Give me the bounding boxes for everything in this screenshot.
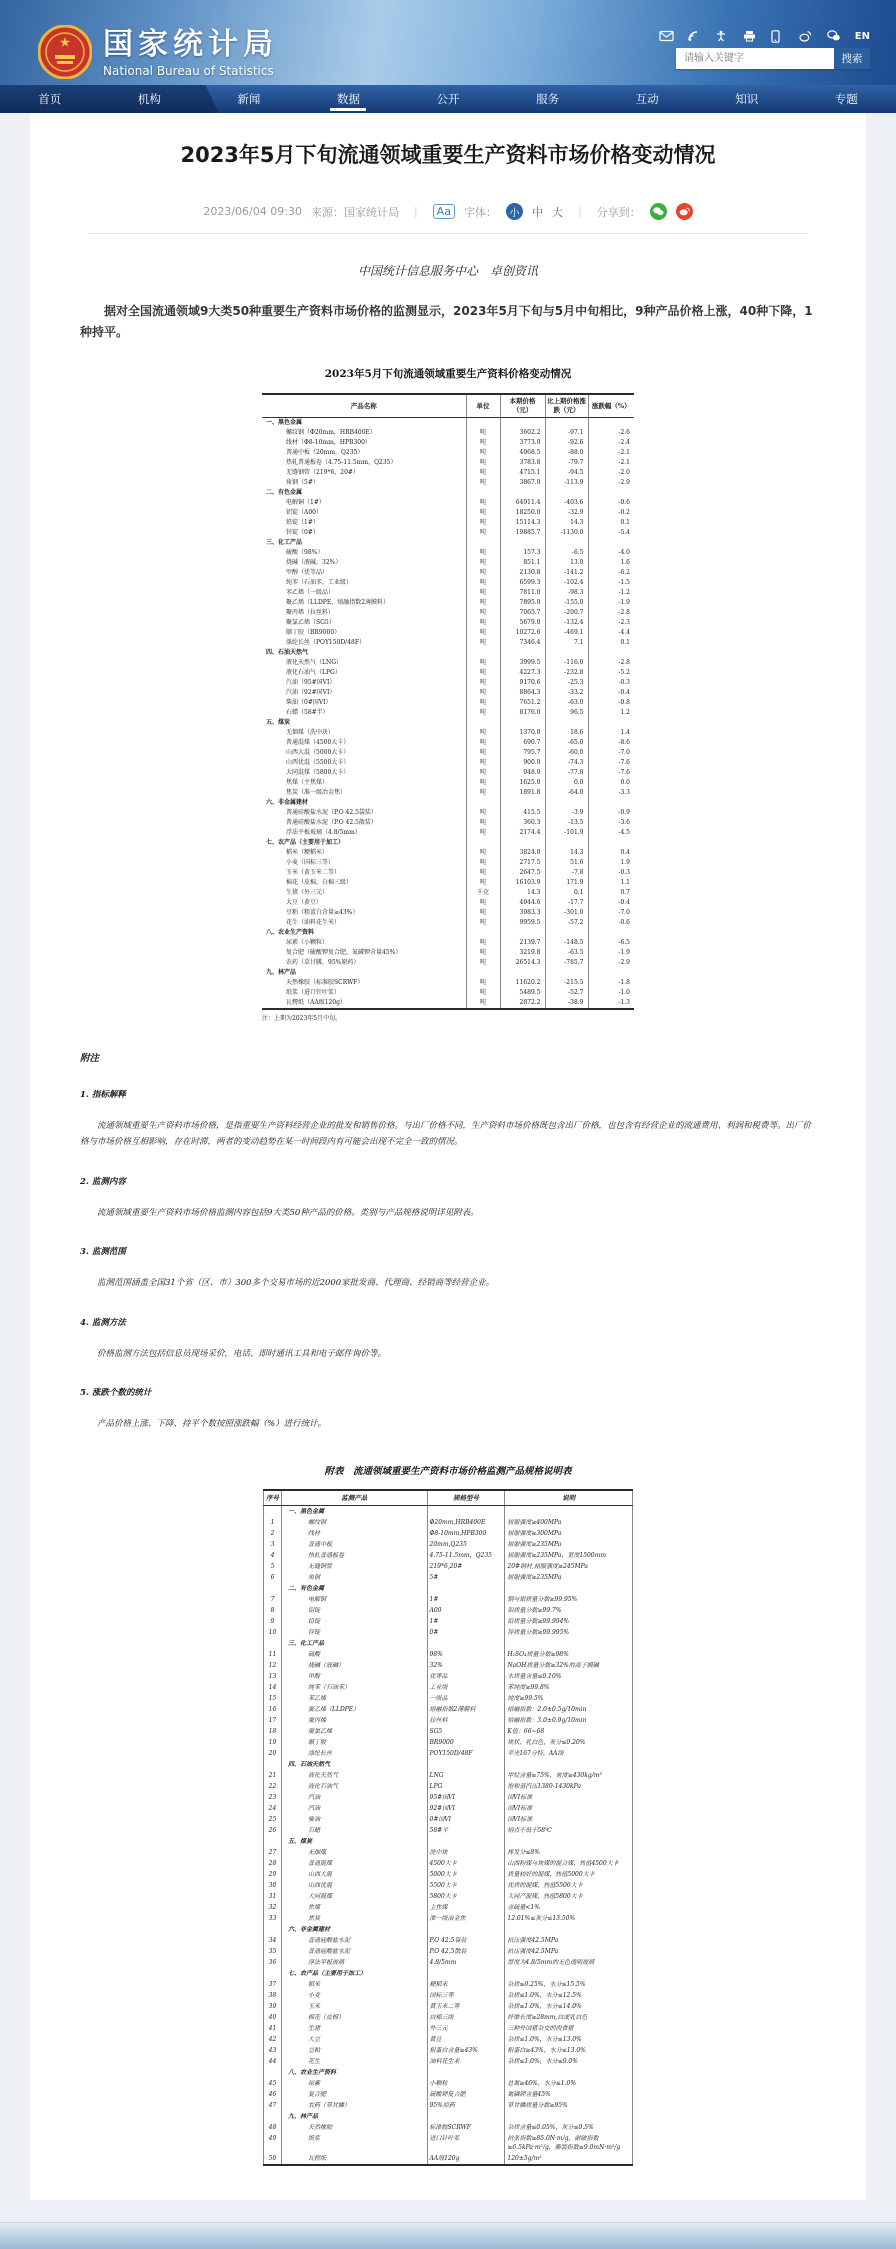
category-row: 一、黑色金属 [264, 1506, 633, 1518]
site-brand [38, 25, 278, 83]
spec-row: 9 铅锭 1# 铅质量分数≥99.994% [264, 1616, 633, 1627]
price-table-note: 注：上期为2023年5月中旬。 [262, 1013, 634, 1022]
note-body-1: 流通领域重要生产资料市场价格，是指重要生产资料经营企业的批发和销售价格。与出厂价格不同，生产资料市场价格既包含出厂价格，也包含有经营企业的流通费用、利润和税费等。出厂价格与市场价格互相影响，存在时滞，两者的变动趋势在某一时间段内有可能会出现不完全一致的情况。 [80, 1118, 816, 1151]
product-row: 尿素（小颗粒） 吨 2139.7 -148.5 -6.5 [262, 938, 634, 948]
header-row [262, 394, 634, 417]
nav-item-7[interactable]: 知识 [697, 85, 797, 113]
main-nav [0, 85, 896, 113]
spec-row: 48 天然橡胶 标准胶SCRWF 杂质含量≤0.05%，灰分≤0.5% [264, 2122, 633, 2133]
article-meta [80, 203, 816, 220]
spec-row: 24 汽油 92#国VI 国VI标准 [264, 1803, 633, 1814]
meta-divider: | [578, 205, 582, 218]
column-header: 涨跌幅（%） [588, 394, 634, 417]
category-row: 六、非金属建材 [262, 798, 634, 808]
note-title-4: 4. 监测方法 [80, 1316, 816, 1328]
product-row: 花生（油料花生米） 吨 9959.5 -57.2 -0.6 [262, 918, 634, 928]
spec-table-header [264, 1490, 633, 1506]
notes-section [80, 1050, 816, 1433]
spec-row: 23 汽油 95#国VI 国VI标准 [264, 1792, 633, 1803]
column-header: 本期价格（元） [500, 394, 545, 417]
spec-row: 30 山西优混 5500大卡 优质的混煤，热值5500大卡 [264, 1880, 633, 1891]
note-title-2: 2. 监测内容 [80, 1175, 816, 1187]
product-row: 电解铜（1#） 吨 64911.4 -403.6 -0.6 [262, 498, 634, 508]
font-size-label: 字体： [464, 204, 497, 220]
site-header [0, 0, 896, 85]
spec-row: 22 液化石油气 LPG 饱和蒸汽压1380-1430kPa [264, 1781, 633, 1792]
product-row: 汽油（92#国VI） 吨 8864.3 -33.2 -0.4 [262, 688, 634, 698]
notes-items [80, 1088, 816, 1433]
price-table-body [262, 417, 634, 1009]
publish-date: 2023/06/04 09:30 [203, 205, 302, 218]
meta-divider: | [414, 205, 418, 218]
product-row: 涤纶长丝（POY150D/48F） 吨 7346.4 7.1 0.1 [262, 638, 634, 648]
category-row: 九、林产品 [262, 968, 634, 978]
product-row: 复合肥（硫酸钾复合肥，氮磷钾含量45%） 吨 3219.8 -63.5 -1.9 [262, 948, 634, 958]
spec-row: 13 甲醇 优等品 水质量含量≤0.10% [264, 1671, 633, 1682]
spec-row: 18 聚氯乙烯 SG5 K值：66~68 [264, 1726, 633, 1737]
spec-row: 29 山西大混 5000大卡 质量较好的混煤，热值5000大卡 [264, 1869, 633, 1880]
spec-row: 10 锌锭 0# 锌质量分数≥99.995% [264, 1627, 633, 1638]
note-body-2: 流通领域重要生产资料市场价格监测内容包括9大类50种产品的价格。类别与产品规格说明详见附表。 [80, 1205, 816, 1222]
note-title-5: 5. 涨跌个数的统计 [80, 1386, 816, 1398]
category-row: 六、非金属建材 [264, 1924, 633, 1935]
spec-row: 11 硫酸 98% H₂SO₄质量分数≥98% [264, 1649, 633, 1660]
spec-row: 3 普通中板 20mm,Q235 屈服强度≥235MPa [264, 1539, 633, 1550]
font-small-button[interactable]: 小 [506, 203, 523, 220]
spec-row: 35 普通硅酸盐水泥 P.O 42.5散装 抗压强度42.5MPa [264, 1946, 633, 1957]
mail-icon[interactable] [659, 30, 674, 43]
spec-row: 28 普通混煤 4500大卡 山西粉煤与块煤的混合煤，热值4500大卡 [264, 1858, 633, 1869]
spec-row: 8 铝锭 A00 铝质量分数≥99.7% [264, 1605, 633, 1616]
product-row: 山西优混（5500大卡） 吨 900.0 -74.3 -7.6 [262, 758, 634, 768]
intro-paragraph: 据对全国流通领域9大类50种重要生产资料市场价格的监测显示，2023年5月下旬与5月中旬相比，9种产品价格上涨，40种下降，1种持平。 [80, 301, 816, 342]
spec-row: 1 螺纹钢 Φ20mm,HRB400E 屈服强度≥400MPa [264, 1517, 633, 1528]
language-toggle[interactable]: EN [855, 31, 870, 42]
product-row: 锌锭（0#） 吨 19885.7 -1130.0 -5.4 [262, 528, 634, 538]
spec-row: 32 焦煤 主焦煤 含硫量<1% [264, 1902, 633, 1913]
spec-row: 37 稻米 粳稻米 杂质≤0.25%，水分≤15.5% [264, 1979, 633, 1990]
product-row: 无缝钢管（219*6，20#） 吨 4715.1 -94.5 -2.0 [262, 468, 634, 478]
product-row: 普通硅酸盐水泥（P.O 42.5袋装） 吨 415.5 -3.9 -0.9 [262, 808, 634, 818]
font-medium-button[interactable]: 中 [532, 204, 543, 220]
spec-row: 15 苯乙烯 一级品 纯度≥99.5% [264, 1693, 633, 1704]
spec-row: 43 豆粕 粗蛋白含量≥43% 粗蛋白≥43%，水分≤13.0% [264, 2045, 633, 2056]
product-row: 硫酸（98%） 吨 157.3 -6.5 -4.0 [262, 548, 634, 558]
product-row: 烧碱（液碱，32%） 吨 851.1 13.0 1.6 [262, 558, 634, 568]
product-row: 苯乙烯（一级品） 吨 7811.0 -98.3 -1.2 [262, 588, 634, 598]
note-body-5: 产品价格上涨、下降、持平个数按照涨跌幅（%）进行统计。 [80, 1416, 816, 1433]
site-title: 国家统计局 [103, 30, 278, 60]
spec-row: 19 顺丁胶 BR9000 块状，乳白色，灰分≤0.20% [264, 1737, 633, 1748]
national-emblem-icon [38, 25, 92, 83]
byline: 中国统计信息服务中心 卓创资讯 [80, 262, 816, 279]
spec-row: 5 无缝钢管 219*6,20# 20#钢材,屈服强度≥245MPa [264, 1561, 633, 1572]
spec-row: 38 小麦 国标三等 杂质≤1.0%，水分≤12.5% [264, 1990, 633, 2001]
spec-row: 4 热轧普通板卷 4.75-11.5mm，Q235 屈服强度≥235MPa，宽度1500mm [264, 1550, 633, 1561]
site-subtitle: National Bureau of Statistics [103, 64, 278, 78]
category-row: 七、农产品（主要用于加工） [262, 838, 634, 848]
spec-row: 21 液化天然气 LNG 甲烷含量≥75%，密度≥430kg/m³ [264, 1770, 633, 1781]
spec-row: 36 浮法平板玻璃 4.8/5mm 厚度为4.8/5mm的无色透明玻璃 [264, 1957, 633, 1968]
nav-item-8[interactable]: 专题 [797, 85, 896, 113]
spec-row: 49 纸浆 进口针叶浆 抗张指数≥85.0N·m/g，耐破指数≥6.5kPa·m²/g，撕裂指数≥9.0mN·m²/g [264, 2133, 633, 2153]
spec-row: 7 电解铜 1# 铜与银质量分数≥99.95% [264, 1594, 633, 1605]
category-row: 八、农业生产资料 [264, 2067, 633, 2078]
spec-row: 39 玉米 黄玉米二等 杂质≤1.0%，水分≤14.0% [264, 2001, 633, 2012]
product-row: 聚丙烯（拉丝料） 吨 7065.7 -200.7 -2.8 [262, 608, 634, 618]
category-row: 九、林产品 [264, 2111, 633, 2122]
product-row: 焦煤（主焦煤） 吨 1625.0 0.0 0.0 [262, 778, 634, 788]
print-icon[interactable] [743, 30, 758, 43]
article-source: 来源：国家统计局 [311, 204, 399, 220]
column-header: 比上期价格涨跌（元） [545, 394, 588, 417]
category-row: 五、煤炭 [262, 718, 634, 728]
font-widget-button[interactable]: Aa [433, 204, 455, 219]
spec-row: 14 纯苯（石油苯） 工业级 苯纯度≥99.8% [264, 1682, 633, 1693]
product-row: 玉米（黄玉米二等） 吨 2647.5 -7.8 -0.3 [262, 868, 634, 878]
product-row: 瓦楞纸（AA级120g） 吨 2872.2 -38.9 -1.3 [262, 998, 634, 1009]
spec-row: 44 花生 油料花生米 杂质≤1.0%，水分≤9.0% [264, 2056, 633, 2067]
product-row: 焦炭（准一级冶金焦） 吨 1891.8 -64.0 -3.3 [262, 788, 634, 798]
product-row: 顺丁胶（BR9000） 吨 10272.6 -469.1 -4.4 [262, 628, 634, 638]
page-footer [0, 2222, 896, 2249]
spec-row: 27 无烟煤 洗中块 挥发分≤8% [264, 1847, 633, 1858]
product-row: 普通中板（20mm，Q235） 吨 4068.5 -88.0 -2.1 [262, 448, 634, 458]
column-header: 监测产品 [281, 1490, 427, 1506]
price-table [262, 393, 634, 1010]
product-row: 线材（Φ8-10mm，HPB300） 吨 3773.0 -92.6 -2.4 [262, 438, 634, 448]
spec-row: 47 农药（草甘膦） 95%原药 草甘膦质量分数≥95% [264, 2100, 633, 2111]
product-row: 甲醇（优等品） 吨 2130.8 -141.2 -6.2 [262, 568, 634, 578]
nav-item-6[interactable]: 互动 [597, 85, 697, 113]
font-large-button[interactable]: 大 [552, 204, 563, 220]
note-title-1: 1. 指标解释 [80, 1088, 816, 1100]
category-row: 四、石油天然气 [264, 1759, 633, 1770]
header-toolbar [659, 30, 870, 43]
category-row: 五、煤炭 [264, 1836, 633, 1847]
product-row: 大同混煤（5800大卡） 吨 948.9 -77.8 -7.6 [262, 768, 634, 778]
note-body-4: 价格监测方法包括信息员现场采价，电话、即时通讯工具和电子邮件询价等。 [80, 1346, 816, 1363]
product-row: 石蜡（58#半） 吨 8176.0 96.5 1.2 [262, 708, 634, 718]
spec-row: 33 焦炭 准一级冶金焦 12.01%≤灰分≤13.50% [264, 1913, 633, 1924]
category-row: 二、有色金属 [262, 488, 634, 498]
spec-row: 41 生猪 外三元 三种外国猪杂交的肉食猪 [264, 2023, 633, 2034]
column-header: 说明 [505, 1490, 633, 1506]
product-row: 热轧普通板卷（4.75-11.5mm，Q235） 吨 3783.8 -79.7 -2.1 [262, 458, 634, 468]
product-row: 普通硅酸盐水泥（P.O 42.5散装） 吨 360.3 -13.5 -3.6 [262, 818, 634, 828]
spec-row: 31 大同混煤 5800大卡 大同产混煤，热值5800大卡 [264, 1891, 633, 1902]
spec-row: 25 柴油 0#国VI 国VI标准 [264, 1814, 633, 1825]
column-header: 单位 [466, 394, 500, 417]
product-row: 柴油（0#国VI） 吨 7651.2 -63.0 -0.8 [262, 698, 634, 708]
spec-row: 20 涤纶长丝 POY150D/48F 平光167分特，AA级 [264, 1748, 633, 1759]
note-title-3: 3. 监测范围 [80, 1245, 816, 1257]
search-button[interactable]: 搜索 [834, 48, 870, 69]
product-row: 大豆（黄豆） 吨 4944.6 -17.7 -0.4 [262, 898, 634, 908]
accessibility-icon[interactable] [715, 30, 730, 43]
product-row: 角钢（5#） 吨 3867.0 -113.9 -2.9 [262, 478, 634, 488]
product-row: 豆粕（粗蛋白含量≥43%） 吨 3983.3 -301.0 -7.0 [262, 908, 634, 918]
category-row: 四、石油天然气 [262, 648, 634, 658]
product-row: 稻米（粳稻米） 吨 3824.0 14.3 0.4 [262, 848, 634, 858]
category-row: 二、有色金属 [264, 1583, 633, 1594]
weibo-share-icon[interactable] [676, 203, 693, 220]
product-row: 生猪（外三元） 千克 14.3 0.1 0.7 [262, 888, 634, 898]
price-table-title: 2023年5月下旬流通领域重要生产资料价格变动情况 [80, 366, 816, 381]
spec-row: 34 普通硅酸盐水泥 P.O 42.5袋装 抗压强度42.5MPa [264, 1935, 633, 1946]
spec-row: 40 棉花（皮棉） 白棉三级 纤维长度≥28mm,白或乳白色 [264, 2012, 633, 2023]
spec-table-title: 附表 流通领域重要生产资料市场价格监测产品规格说明表 [80, 1463, 816, 1477]
spec-row: 17 聚丙烯 拉丝料 熔融指数：3.0±0.9g/10min [264, 1715, 633, 1726]
share-label: 分享到： [597, 204, 641, 220]
article-card [30, 113, 866, 2200]
column-header: 规格型号 [427, 1490, 505, 1506]
spec-row: 12 烧碱（液碱） 32% NaOH质量分数≥32%的离子膜碱 [264, 1660, 633, 1671]
product-row: 聚氯乙烯（SG5） 吨 5679.0 -132.4 -2.3 [262, 618, 634, 628]
product-row: 无烟煤（洗中块） 吨 1370.0 18.6 1.4 [262, 728, 634, 738]
product-row: 液化天然气（LNG） 吨 3999.5 -116.0 -2.8 [262, 658, 634, 668]
product-row: 汽油（95#国VI） 吨 9170.6 -25.3 -0.3 [262, 678, 634, 688]
spec-row: 42 大豆 黄豆 杂质≤1.0%，水分≤13.0% [264, 2034, 633, 2045]
product-row: 农药（草甘膦，95%原药） 吨 26514.3 -785.7 -2.9 [262, 958, 634, 968]
page-title: 2023年5月下旬流通领域重要生产资料市场价格变动情况 [80, 113, 816, 169]
mobile-icon[interactable] [771, 30, 786, 43]
column-header: 序号 [264, 1490, 282, 1506]
product-row: 螺纹钢（Φ20mm，HRB400E） 吨 3602.2 -97.1 -2.6 [262, 428, 634, 438]
nav-item-5[interactable]: 服务 [498, 85, 598, 113]
wechat-share-icon[interactable] [650, 203, 667, 220]
category-row: 一、黑色金属 [262, 417, 634, 428]
meta-divider-line [88, 233, 808, 234]
spec-row: 16 聚乙烯（LLDPE） 熔融指数2薄膜料 熔融指数：2.0±0.5g/10min [264, 1704, 633, 1715]
spec-row: 45 尿素 小颗粒 总氮≥46%，水分≤1.0% [264, 2078, 633, 2089]
spec-row: 26 石蜡 58#半 熔点不低于58℃ [264, 1825, 633, 1836]
column-header: 产品名称 [262, 394, 466, 417]
weibo-icon[interactable] [799, 30, 814, 43]
product-row: 铅锭（1#） 吨 15114.3 14.3 0.1 [262, 518, 634, 528]
note-body-3: 监测范围涵盖全国31个省（区、市）300多个交易市场的近2000家批发商、代理商、经销商等经营企业。 [80, 1275, 816, 1292]
nav-item-1[interactable]: 机构 [100, 85, 200, 113]
rss-icon[interactable] [687, 30, 702, 43]
search-input[interactable] [676, 48, 834, 69]
product-row: 液化石油气（LPG） 吨 4227.3 -232.8 -5.2 [262, 668, 634, 678]
product-row: 纯苯（石油苯，工业级） 吨 6599.3 -102.4 -1.5 [262, 578, 634, 588]
spec-row: 46 复合肥 硫酸钾复合肥 氮磷钾含量45% [264, 2089, 633, 2100]
spec-table-body [264, 1506, 633, 2166]
product-row: 小麦（国标三等） 吨 2717.5 51.6 1.9 [262, 858, 634, 868]
wechat-icon[interactable] [827, 30, 842, 43]
product-row: 纸浆（进口针叶浆） 吨 5489.5 -52.7 -1.0 [262, 988, 634, 998]
product-row: 聚乙烯（LLDPE，熔融指数2薄膜料） 吨 7895.0 -155.0 -1.9 [262, 598, 634, 608]
category-row: 三、化工产品 [262, 538, 634, 548]
price-table-header [262, 394, 634, 417]
product-row: 浮法平板玻璃（4.8/5mm） 吨 2174.4 -101.9 -4.5 [262, 828, 634, 838]
product-row: 山西大混（5000大卡） 吨 795.7 -60.0 -7.0 [262, 748, 634, 758]
nav-item-2[interactable]: 新闻 [199, 85, 299, 113]
spec-row: 50 瓦楞纸 AA级120g 120±5g/m² [264, 2153, 633, 2165]
nav-item-4[interactable]: 公开 [398, 85, 498, 113]
category-row: 八、农业生产资料 [262, 928, 634, 938]
product-row: 天然橡胶（标准胶SCRWF） 吨 11620.2 -215.5 -1.8 [262, 978, 634, 988]
spec-row: 2 线材 Φ8-10mm,HPB300 屈服强度≥300MPa [264, 1528, 633, 1539]
category-row: 七、农产品（主要用于加工） [264, 1968, 633, 1979]
notes-heading: 附注 [80, 1050, 816, 1064]
nav-item-0[interactable]: 首页 [0, 85, 100, 113]
spec-row: 6 角钢 5# 屈服强度≥235MPa [264, 1572, 633, 1583]
product-row: 铝锭（A00） 吨 18250.0 -32.9 -0.2 [262, 508, 634, 518]
header-row [264, 1490, 633, 1506]
product-row: 棉花（皮棉，白棉三级） 吨 16103.9 171.9 1.1 [262, 878, 634, 888]
spec-table [263, 1489, 633, 2166]
nav-item-3[interactable]: 数据 [299, 85, 399, 113]
category-row: 三、化工产品 [264, 1638, 633, 1649]
product-row: 普通混煤（4500大卡） 吨 690.7 -65.0 -8.6 [262, 738, 634, 748]
search-bar [676, 48, 870, 69]
